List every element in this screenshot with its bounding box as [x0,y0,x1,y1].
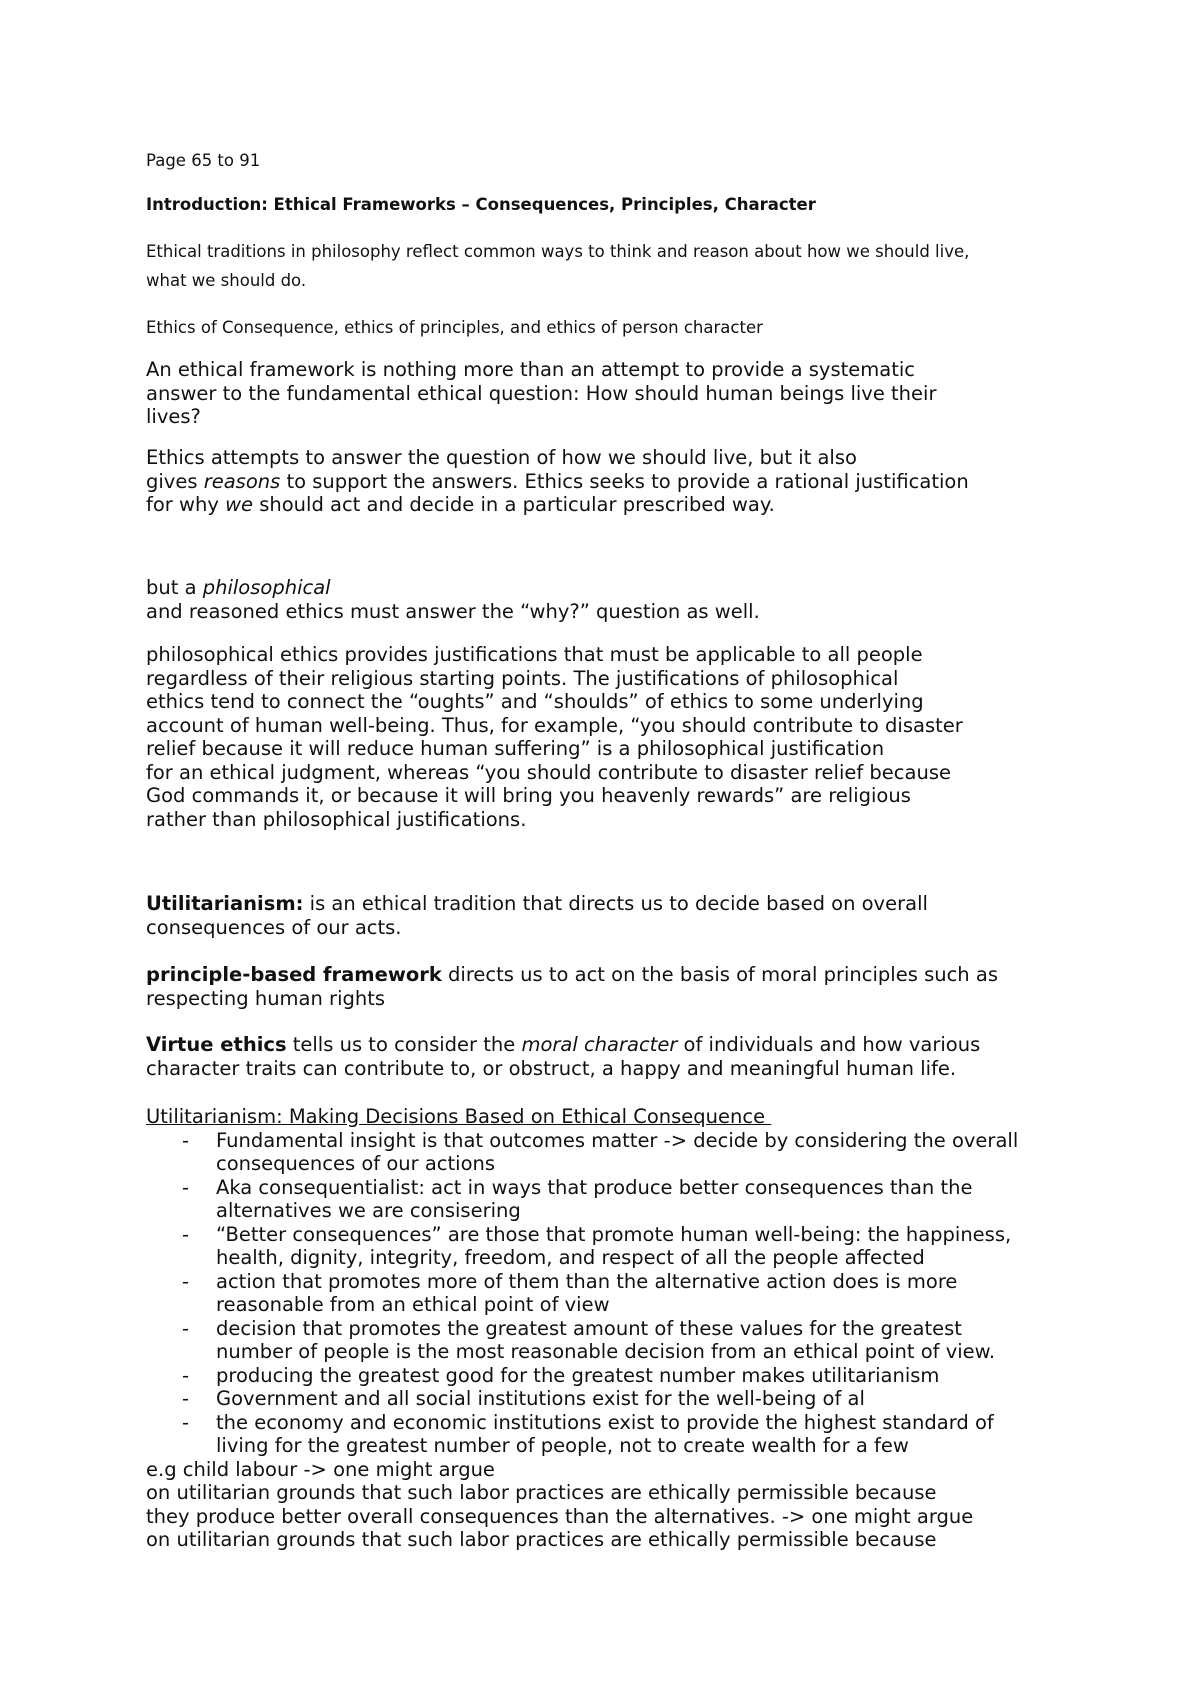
paragraph-philosophical-justifications: philosophical ethics provides justifications that must be applicable to all people regardless of their religious starting points. The justifications of philosophical ethics tend to connect the “oughts” and “shoulds” of ethics to some underlying account of human well-being. Thus, for example, “you should contribute to disaster relief because it will reduce human suffering” is a philosophical justification for an ethical judgment, whereas “you should contribute to disaster relief because God commands it, or because it will bring you heavenly rewards” are religious rather than philosophical justifications. [146,643,963,831]
list-item [142,1129,1018,1176]
term-virtue-ethics: Virtue ethics [146,1033,287,1056]
dash-bullet: - [182,1269,190,1293]
emphasis-moral-character: moral character [521,1033,678,1056]
list-item-text: “Better consequences” are those that promote human well-being: the happiness, health, dignity, integrity, freedom, and respect of all the people affected [216,1222,1012,1269]
section-heading: Utilitarianism: Making Decisions Based on Ethical Consequence [146,1105,772,1128]
dash-bullet: - [182,1363,190,1387]
list-item-text: Aka consequentialist: act in ways that produce better consequences than the alternatives we are consisering [216,1175,973,1222]
paragraph-utilitarianism-def [146,892,928,939]
paragraph-text: to support the answers. Ethics seeks to provide a rational justification for why [146,469,969,516]
page-range: Page 65 to 91 [146,151,261,170]
paragraph-framework-definition: An ethical framework is nothing more than an attempt to provide a systematic answer to the fundamental ethical question: How should human beings live their lives? [146,358,937,428]
dash-bullet: - [182,1387,190,1410]
list-item-text: Government and all social institutions exist for the well-being of al [216,1387,865,1410]
term-utilitarianism: Utilitarianism: [146,892,304,915]
intro-line-1: Ethical traditions in philosophy reflect common ways to think and reason about how we should live, [146,242,970,261]
dash-bullet: - [182,1222,190,1246]
dash-bullet: - [182,1410,190,1434]
intro-line-2: what we should do. [146,271,307,290]
paragraph-text: tells us to consider the [286,1033,522,1056]
list-item [142,1387,1018,1411]
list-item [142,1223,1018,1270]
list-item [142,1411,1018,1458]
term-principle-based: principle-based framework [146,963,442,986]
paragraph-principle-def [146,963,998,1010]
list-item-text: action that promotes more of them than the alternative action does is more reasonable from an ethical point of view [216,1269,958,1316]
list-item-text: Fundamental insight is that outcomes matter -> decide by considering the overall consequences of our actions [216,1128,1019,1175]
section-utilitarianism [146,1105,1018,1552]
dash-bullet: - [182,1316,190,1340]
paragraph-text: of individuals and how various character traits can contribute to, or obstruct, a happy and meaningful human life. [146,1033,981,1080]
paragraph-philosophical [146,576,760,623]
paragraph-child-labour-example: e.g child labour -> one might argue on utilitarian grounds that such labor practices are ethically permissible because they produce better overall consequences than the alternatives. -> one might argue on utilitarian grounds that such labor practices are ethically permissible because [146,1457,974,1551]
paragraph-text: and reasoned ethics must answer the “why?” question as well. [146,599,760,623]
list-item-text: producing the greatest good for the greatest number makes utilitarianism [216,1363,940,1387]
intro-title: Introduction: Ethical Frameworks – Consequences, Principles, Character [146,195,816,214]
paragraph-virtue-def [146,1033,980,1080]
list-item [142,1317,1018,1364]
ethics-types: Ethics of Consequence, ethics of principles, and ethics of person character [146,318,763,337]
paragraph-text: directs us to act on the basis of moral principles such as respecting human rights [146,963,998,1010]
bullet-list [146,1129,1018,1458]
list-item [142,1364,1018,1388]
emphasis-we: we [225,493,254,516]
list-item-text: the economy and economic institutions exist to provide the highest standard of living for the greatest number of people, not to create wealth for a few [216,1410,994,1457]
paragraph-text: Ethics attempts to answer the question of how we should live, but it also gives [146,446,857,493]
list-item [142,1176,1018,1223]
emphasis-philosophical: philosophical [202,576,331,599]
dash-bullet: - [182,1175,190,1199]
list-item-text: decision that promotes the greatest amount of these values for the greatest number of people is the most reasonable decision from an ethical point of view. [216,1316,996,1363]
dash-bullet: - [182,1128,190,1152]
list-item [142,1270,1018,1317]
emphasis-reasons: reasons [203,469,281,493]
paragraph-ethics-reasons [146,446,969,517]
paragraph-text: should act and decide in a particular prescribed way. [253,493,775,516]
paragraph-text: is an ethical tradition that directs us to decide based on overall consequences of our acts. [146,892,928,939]
paragraph-text: but a [146,576,203,599]
